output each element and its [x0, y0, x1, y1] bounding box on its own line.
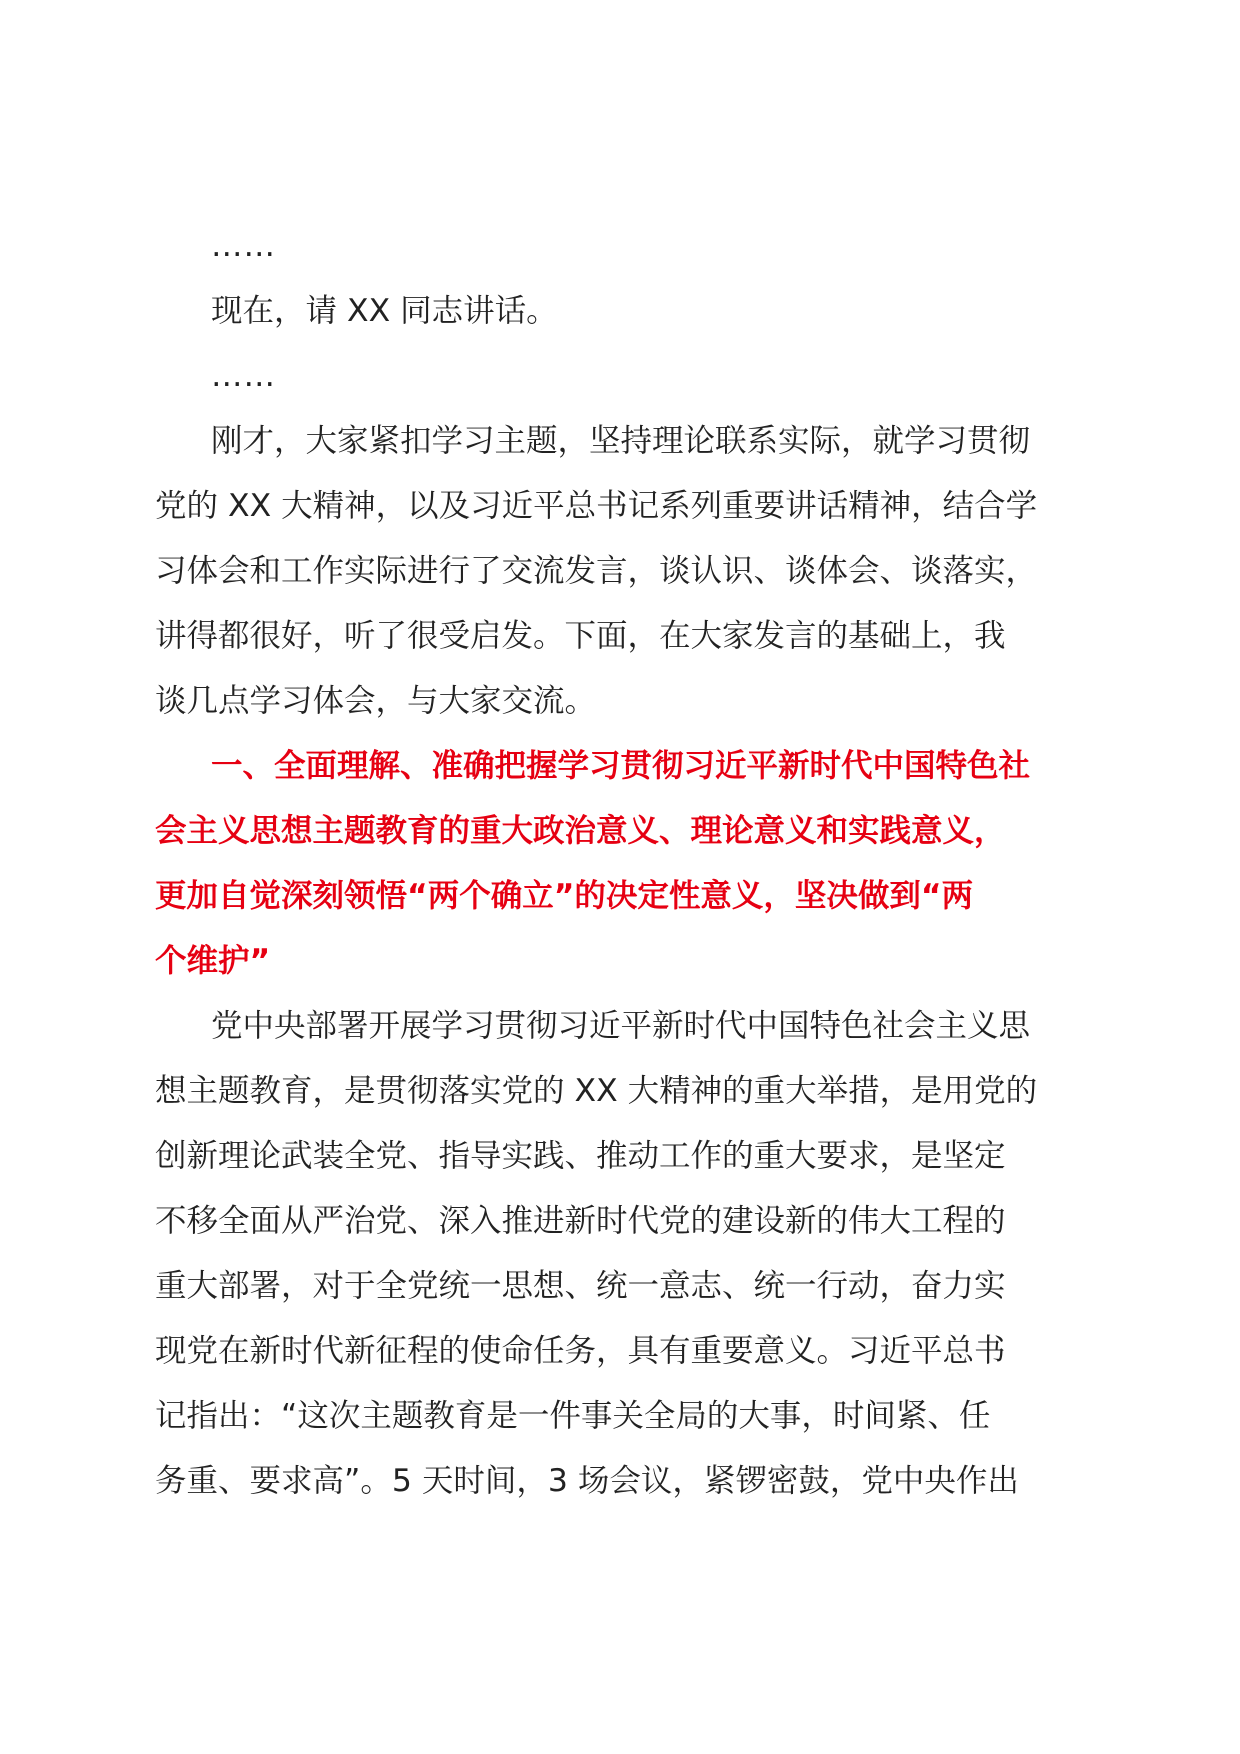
paragraph-line: 党的 XX 大精神，以及习近平总书记系列重要讲话精神，结合学: [155, 488, 1038, 524]
paragraph-line: 谈几点学习体会，与大家交流。: [155, 683, 597, 719]
paragraph-line: 创新理论武装全党、指导实践、推动工作的重大要求，是坚定: [155, 1138, 1006, 1174]
heading-line: 更加自觉深刻领悟“两个确立”的决定性意义，坚决做到“两: [155, 878, 974, 914]
paragraph-line: 刚才，大家紧扣学习主题，坚持理论联系实际，就学习贯彻: [211, 423, 1031, 459]
heading-line: 一、全面理解、准确把握学习贯彻习近平新时代中国特色社: [211, 748, 1031, 784]
paragraph-line: 党中央部署开展学习贯彻习近平新时代中国特色社会主义思: [211, 1008, 1031, 1044]
paragraph-line: 现党在新时代新征程的使命任务，具有重要意义。习近平总书: [155, 1333, 1006, 1369]
paragraph-line: 记指出：“这次主题教育是一件事关全局的大事，时间紧、任: [155, 1398, 991, 1434]
paragraph-line: 务重、要求高”。5 天时间，3 场会议，紧锣密鼓，党中央作出: [155, 1463, 1019, 1499]
paragraph-1: [155, 409, 1085, 734]
paragraph-line: 重大部署，对于全党统一思想、统一意志、统一行动，奋力实: [155, 1268, 1006, 1304]
heading-line: 会主义思想主题教育的重大政治意义、理论意义和实践意义，: [155, 813, 1006, 849]
paragraph-line: 不移全面从严治党、深入推进新时代党的建设新的伟大工程的: [155, 1203, 1006, 1239]
paragraph-2: [155, 994, 1085, 1514]
ellipsis-line: ……: [211, 358, 276, 394]
ellipsis-line: ……: [211, 228, 276, 264]
paragraph-line: 习体会和工作实际进行了交流发言，谈认识、谈体会、谈落实，: [155, 553, 1038, 589]
document-body: [155, 214, 1085, 1514]
paragraph-line: 讲得都很好，听了很受启发。下面，在大家发言的基础上，我: [155, 618, 1006, 654]
paragraph-line: 想主题教育，是贯彻落实党的 XX 大精神的重大举措，是用党的: [155, 1073, 1038, 1109]
section-heading: [155, 734, 1085, 994]
intro-line: 现在，请 XX 同志讲话。: [211, 293, 558, 329]
heading-line: 个维护”: [155, 943, 271, 979]
